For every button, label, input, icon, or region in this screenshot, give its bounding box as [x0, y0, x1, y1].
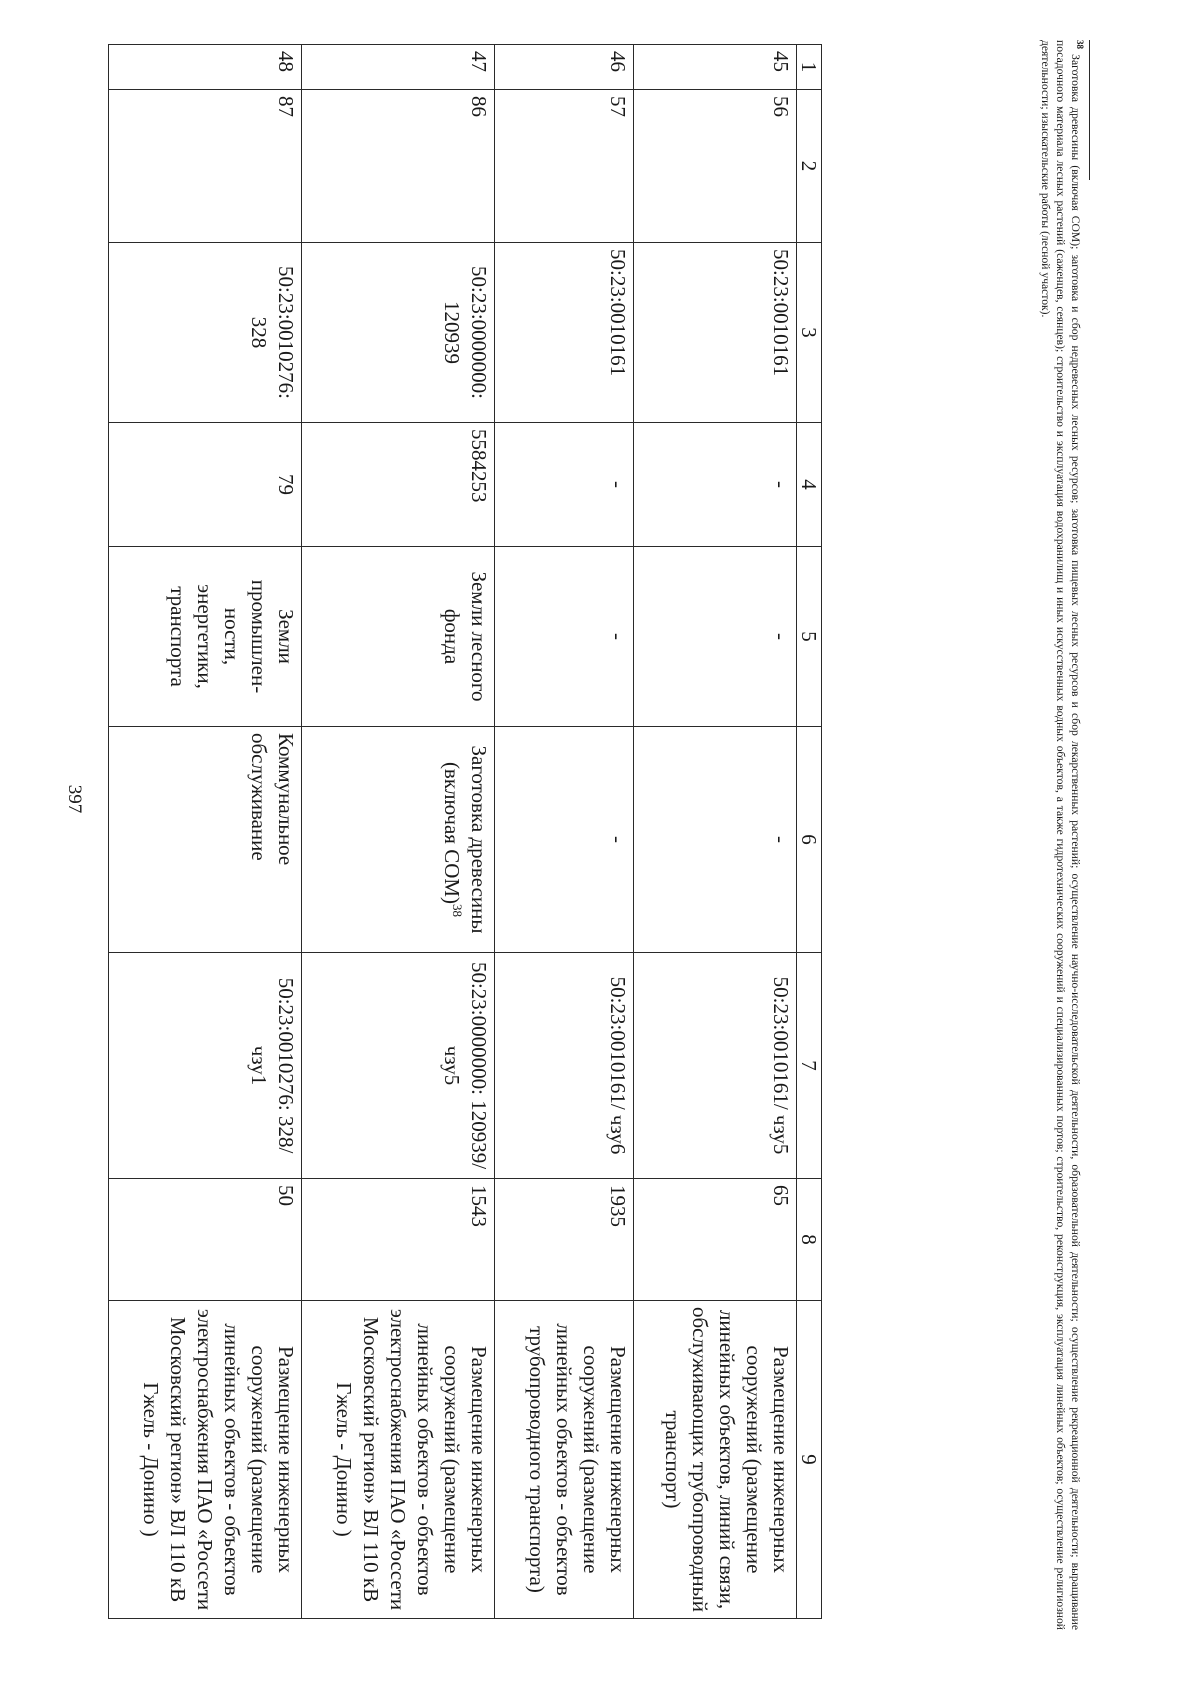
- footnote-text: Заготовка древесины (включая СОМ); заготовка и сбор недревесных лесных ресурсов; заготовка пищевых лесных ресурсов и сбор лекарственных растений; осуществление научно-исследовательской деятельности, образовательной деятельности; осуществление рекреационной деятельности; выращивание посадочного материала лесных растений (саженцев, сеянцев); строительство и эксплуатация водохранилищ и иных искусственных водных объектов, а также гидротехнических сооружений и специализированных портов; строительство, реконструкция, эксплуатация линейных объектов; осуществление религиозной деятельности; изыскательские работы (лесной участок).: [1039, 40, 1082, 1630]
- area-value: 5584253: [302, 423, 495, 547]
- table-row: [109, 45, 302, 1619]
- column-header: 5: [797, 547, 822, 727]
- permitted-use: -: [634, 727, 797, 953]
- column-header: 8: [797, 1179, 822, 1301]
- footnote: [1000, 40, 1090, 1630]
- cadastral-number: 50:23:0000000: 120939: [302, 243, 495, 423]
- part-area: 1935: [495, 1179, 634, 1301]
- area-value: -: [495, 423, 634, 547]
- part-area: 65: [634, 1179, 797, 1301]
- row-number: 46: [495, 45, 634, 90]
- table-rotation-wrapper: [112, 44, 822, 1618]
- encumbrance-purpose: Размещение инженерных сооружений (размещение линейных объектов - объектов электроснабжения ПАО «Россети Московский регион» ВЛ 110 кВ Гжель - Донино ): [302, 1301, 495, 1619]
- footnote-text-block: [1038, 40, 1083, 1630]
- footnote-reference: 38: [450, 904, 465, 918]
- page-number: 397: [64, 784, 85, 814]
- footnote-rotation-wrapper: [1000, 40, 1090, 1630]
- encumbrance-purpose: Размещение инженерных сооружений (размещение линейных объектов - объектов электроснабжения ПАО «Россети Московский регион» ВЛ 110 кВ Гжель - Донино ): [109, 1301, 302, 1619]
- column-header: 1: [797, 45, 822, 90]
- part-area: 1543: [302, 1179, 495, 1301]
- footnote-separator: [1089, 40, 1090, 180]
- part-area: 50: [109, 1179, 302, 1301]
- land-category: Земли промышлен-ности, энергетики, транспорта: [109, 547, 302, 727]
- land-plots-table: [108, 44, 822, 1619]
- column-header: 6: [797, 727, 822, 953]
- land-category: -: [495, 547, 634, 727]
- column-header: 2: [797, 90, 822, 243]
- part-cadastral-number: 50:23:0010161/ чзу5: [634, 953, 797, 1179]
- row-number: 48: [109, 45, 302, 90]
- part-cadastral-number: 50:23:0010161/ чзу6: [495, 953, 634, 1179]
- permitted-use: -: [495, 727, 634, 953]
- column-header: 4: [797, 423, 822, 547]
- table-row: [302, 45, 495, 1619]
- column-header: 3: [797, 243, 822, 423]
- land-category: -: [634, 547, 797, 727]
- area-value: -: [634, 423, 797, 547]
- row-number: 47: [302, 45, 495, 90]
- area-value: 79: [109, 423, 302, 547]
- column-header: 9: [797, 1301, 822, 1619]
- table-container: [112, 44, 822, 1618]
- table-row: [495, 45, 634, 1619]
- table-header-row: [797, 45, 822, 1619]
- plot-number: 56: [634, 90, 797, 243]
- cadastral-number: 50:23:0010161: [495, 243, 634, 423]
- footnote-number: 38: [1074, 40, 1085, 49]
- table-row: [634, 45, 797, 1619]
- permitted-use: Коммунальное обслуживание: [109, 727, 302, 953]
- plot-number: 87: [109, 90, 302, 243]
- part-cadastral-number: 50:23:0010276: 328/чзу1: [109, 953, 302, 1179]
- permitted-use-text: Заготовка древесины (включая СОМ): [440, 745, 491, 934]
- part-cadastral-number: 50:23:0000000: 120939/чзу5: [302, 953, 495, 1179]
- plot-number: 57: [495, 90, 634, 243]
- encumbrance-purpose: Размещение инженерных сооружений (размещение линейных объектов - объектов трубопроводного транспорта): [495, 1301, 634, 1619]
- cadastral-number: 50:23:0010161: [634, 243, 797, 423]
- cadastral-number: 50:23:0010276: 328: [109, 243, 302, 423]
- land-category: Земли лесного фонда: [302, 547, 495, 727]
- column-header: 7: [797, 953, 822, 1179]
- encumbrance-purpose: Размещение инженерных сооружений (размещение линейных объектов, линий связи, обслуживающих трубопроводный транспорт): [634, 1301, 797, 1619]
- row-number: 45: [634, 45, 797, 90]
- plot-number: 86: [302, 90, 495, 243]
- permitted-use: [302, 727, 495, 953]
